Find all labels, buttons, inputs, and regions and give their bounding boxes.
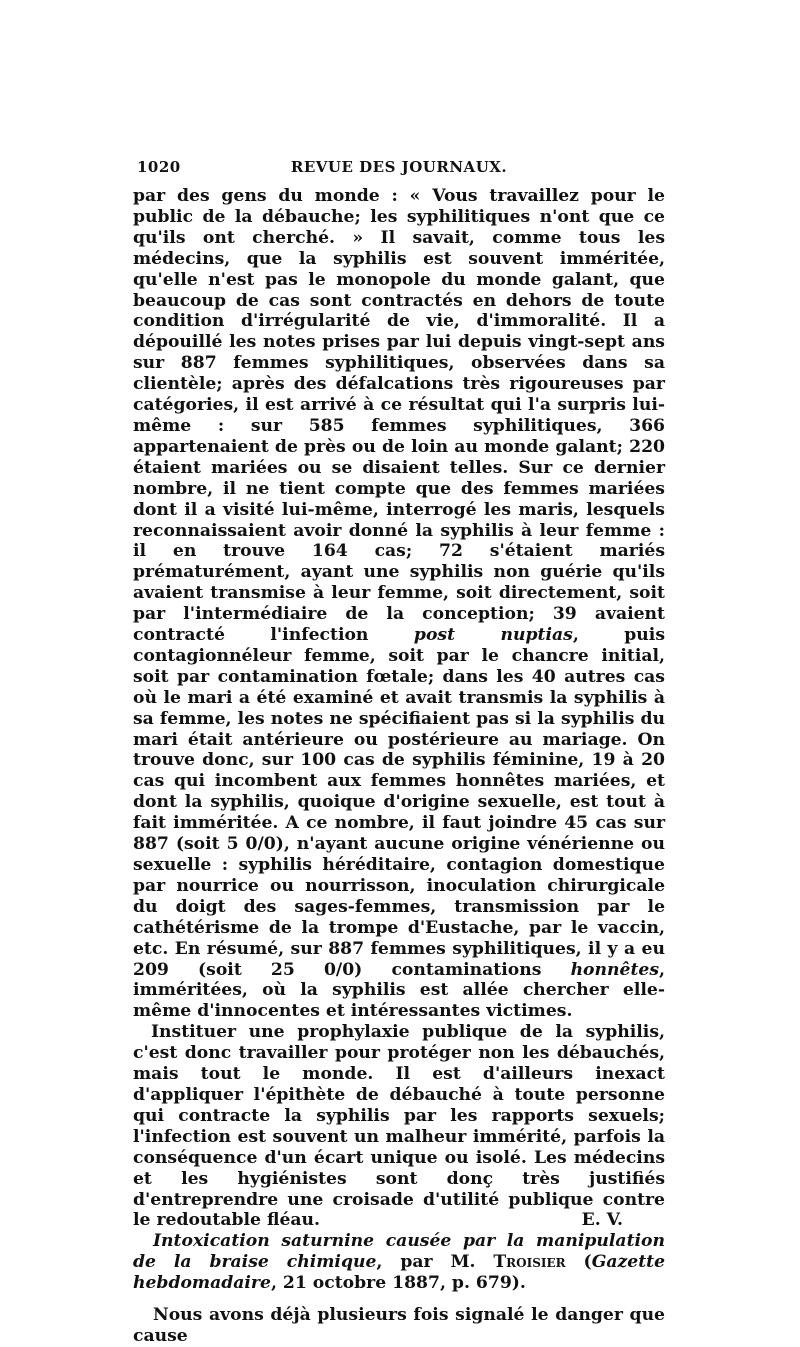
article-body	[133, 186, 665, 1347]
paragraph-1	[133, 186, 665, 1022]
review-entry-title: Intoxication saturnine causée par la manipulation de la braise chimique	[133, 1231, 665, 1273]
paragraph-last-text: Nous avons déjà plusieurs fois signalé le danger que cause	[133, 1305, 665, 1346]
review-entry-by: , par M.	[376, 1252, 494, 1273]
paragraph-2	[133, 1022, 665, 1231]
paragraph-1-emphasis-honnetes: honnêtes	[570, 959, 660, 980]
review-entry-author: Troisier	[493, 1252, 566, 1273]
review-entry-citation: , 21 octobre 1887, p. 679).	[270, 1273, 526, 1294]
review-entry-journal: Gazette hebdomadaire	[133, 1252, 666, 1294]
page	[133, 156, 665, 1347]
review-entry-open-paren: (	[565, 1252, 592, 1273]
running-head	[133, 156, 665, 186]
author-signature: E. V.	[581, 1210, 623, 1231]
paragraph-last	[133, 1305, 665, 1347]
page-number: 1020	[137, 158, 181, 176]
paragraph-1-text-b: , puis contagionnéleur femme, soit par le chancre initial, soit par contamination fœtale; dans les 40 autres cas où le mari a été examiné et avait transmis la syphilis à sa femme, les notes ne spécifiaient pas si la syphilis du mari était antérieure ou postérieure au mariage. On trouve donc, sur 100 cas de syphilis féminine, 19 à 20 cas qui incombent aux femmes honnêtes mariées, et dont la syphilis, quoique d'origine sexuelle, est tout à fait imméritée. A ce nombre, il faut joindre 45 cas sur 887 (soit 5 0/0), n'ayant aucune origine vénérienne ou sexuelle : syphilis héréditaire, contagion domestique par nourrice ou nourrisson, inoculation chirurgicale du doigt des sages-femmes, transmission par le cathétérisme de la trompe d'Eustache, par le vaccin, etc. En résumé, sur 887 femmes syphilitiques, il y a eu 209 (soit 25 0/0) contaminations	[133, 625, 666, 980]
paragraph-1-text-c: , imméritées, où la syphilis est allée chercher elle-même d'innocentes et intéressantes victimes.	[133, 959, 665, 1022]
paragraph-1-text-a: par des gens du monde : « Vous travaillez pour le public de la débauche; les syphilitiques n'ont que ce qu'ils ont cherché. » Il savait, comme tous les médecins, que la syphilis est souvent imméritée, qu'elle n'est pas le monopole du monde galant, que beaucoup de cas sont contractés en dehors de toute condition d'irrégularité de vie, d'immoralité. Il a dépouillé les notes prises par lui depuis vingt-sept ans sur 887 femmes syphilitiques, observées dans sa clientèle; après des défalcations très rigoureuses par catégories, il est arrivé à ce résultat qui l'a surpris lui-même : sur 585 femmes syphilitiques, 366 appartenaient de près ou de loin au monde galant; 220 étaient mariées ou se disaient telles. Sur ce dernier nombre, il ne tient compte que des femmes mariées dont il a visité lui-même, interrogé les maris, lesquels reconnaissaient avoir donné la syphilis à leur femme : il en trouve 164 cas; 72 s'étaient mariés prématurément, ayant une syphilis non guérie qu'ils avaient transmise à leur femme, soit directement, soit par l'intermédiaire de la conception; 39 avaient contracté l'infection	[133, 186, 665, 646]
paragraph-1-emphasis-post-nuptias: post nuptias	[413, 625, 573, 646]
paragraph-2-text: Instituer une prophylaxie publique de la syphilis, c'est donc travailler pour protéger non les débauchés, mais tout le monde. Il est d'ailleurs inexact d'appliquer l'épithète de débauché à toute personne qui contracte la syphilis par les rapports sexuels; l'infection est souvent un malheur immérité, parfois la conséquence d'un écart unique ou isolé. Les médecins et les hygiénistes sont donç très justifiés d'entreprendre une croisade d'utilité publique contre le redoutable fléau.	[133, 1022, 665, 1231]
journal-title: REVUE DES JOURNAUX.	[290, 158, 508, 176]
review-entry	[133, 1231, 665, 1294]
